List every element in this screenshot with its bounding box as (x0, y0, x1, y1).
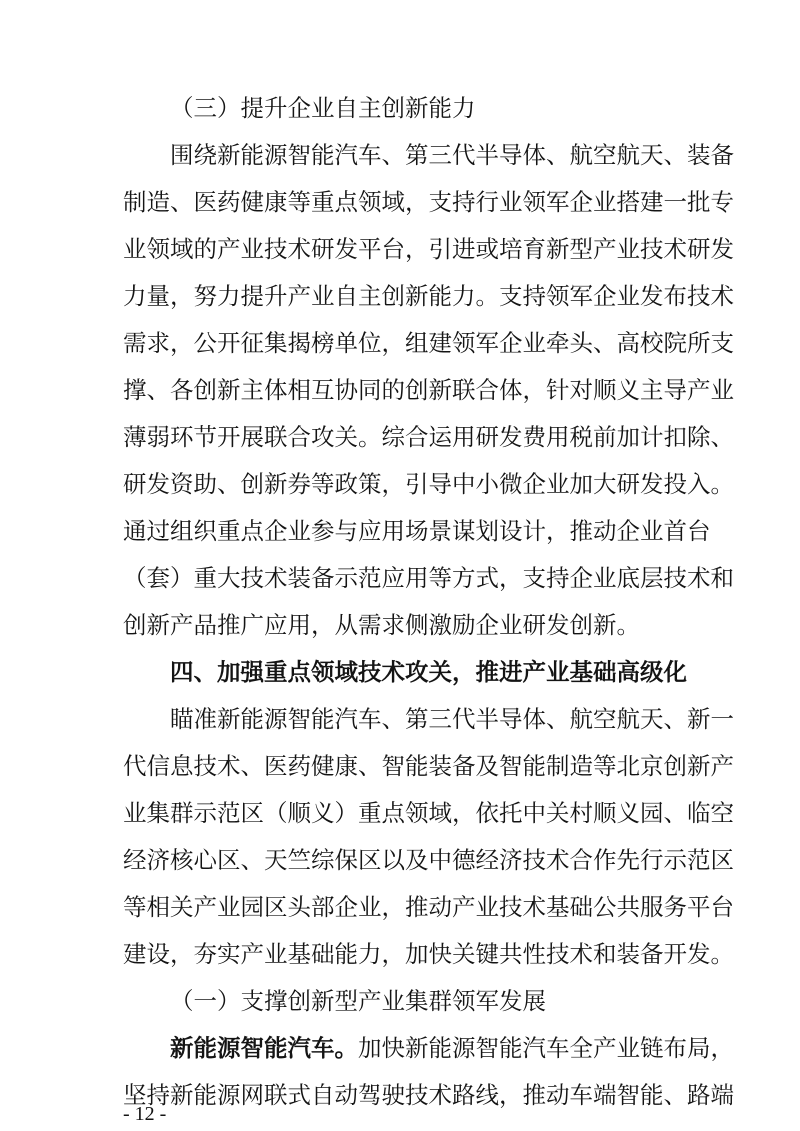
nev-lead: 新能源智能汽车。 (170, 1034, 358, 1062)
paragraph-line: 力量，努力提升产业自主创新能力。支持领军企业发布技术 (123, 282, 734, 310)
nev-line1-rest: 加快新能源智能汽车全产业链布局， (358, 1034, 734, 1062)
paragraph-line: 创新产品推广应用，从需求侧激励企业研发创新。 (123, 611, 640, 639)
paragraph-line: 通过组织重点企业参与应用场景谋划设计，推动企业首台 (123, 517, 711, 545)
paragraph-line: 制造、医药健康等重点领域，支持行业领军企业搭建一批专 (123, 188, 734, 216)
paragraph-line: 研发资助、创新券等政策，引导中小微企业加大研发投入。 (123, 470, 734, 498)
paragraph-line-nev (170, 1032, 734, 1064)
paragraph-line: 瞄准新能源智能汽车、第三代半导体、航空航天、新一 (170, 705, 734, 733)
paragraph-line: 薄弱环节开展联合攻关。综合运用研发费用税前加计扣除、 (123, 423, 734, 451)
paragraph-line: 业领域的产业技术研发平台，引进或培育新型产业技术研发 (123, 235, 734, 263)
paragraph-line: 业集群示范区（顺义）重点领域，依托中关村顺义园、临空 (123, 799, 734, 827)
paragraph-line: 需求，公开征集揭榜单位，组建领军企业牵头、高校院所支 (123, 329, 734, 357)
paragraph-line: 围绕新能源智能汽车、第三代半导体、航空航天、装备 (170, 141, 734, 169)
paragraph-line: 坚持新能源网联式自动驾驶技术路线，推动车端智能、路端 (123, 1081, 734, 1109)
section-heading-3: （三）提升企业自主创新能力 (170, 94, 476, 122)
paragraph-line: 撑、各创新主体相互协同的创新联合体，针对顺义主导产业 (123, 376, 734, 404)
paragraph-line: 代信息技术、医药健康、智能装备及智能制造等北京创新产 (123, 752, 734, 780)
paragraph-line: 等相关产业园区头部企业，推动产业技术基础公共服务平台 (123, 893, 734, 921)
paragraph-line: 建设，夯实产业基础能力，加快关键共性技术和装备开发。 (123, 940, 734, 968)
paragraph-line: 经济核心区、天竺综保区以及中德经济技术合作先行示范区 (123, 846, 734, 874)
subsection-heading-1: （一）支撑创新型产业集群领军发展 (170, 987, 546, 1015)
part-heading-4: 四、加强重点领域技术攻关，推进产业基础高级化 (170, 658, 687, 686)
paragraph-line: （套）重大技术装备示范应用等方式，支持企业底层技术和 (123, 564, 734, 592)
page-number: - 12 - (123, 1103, 167, 1125)
